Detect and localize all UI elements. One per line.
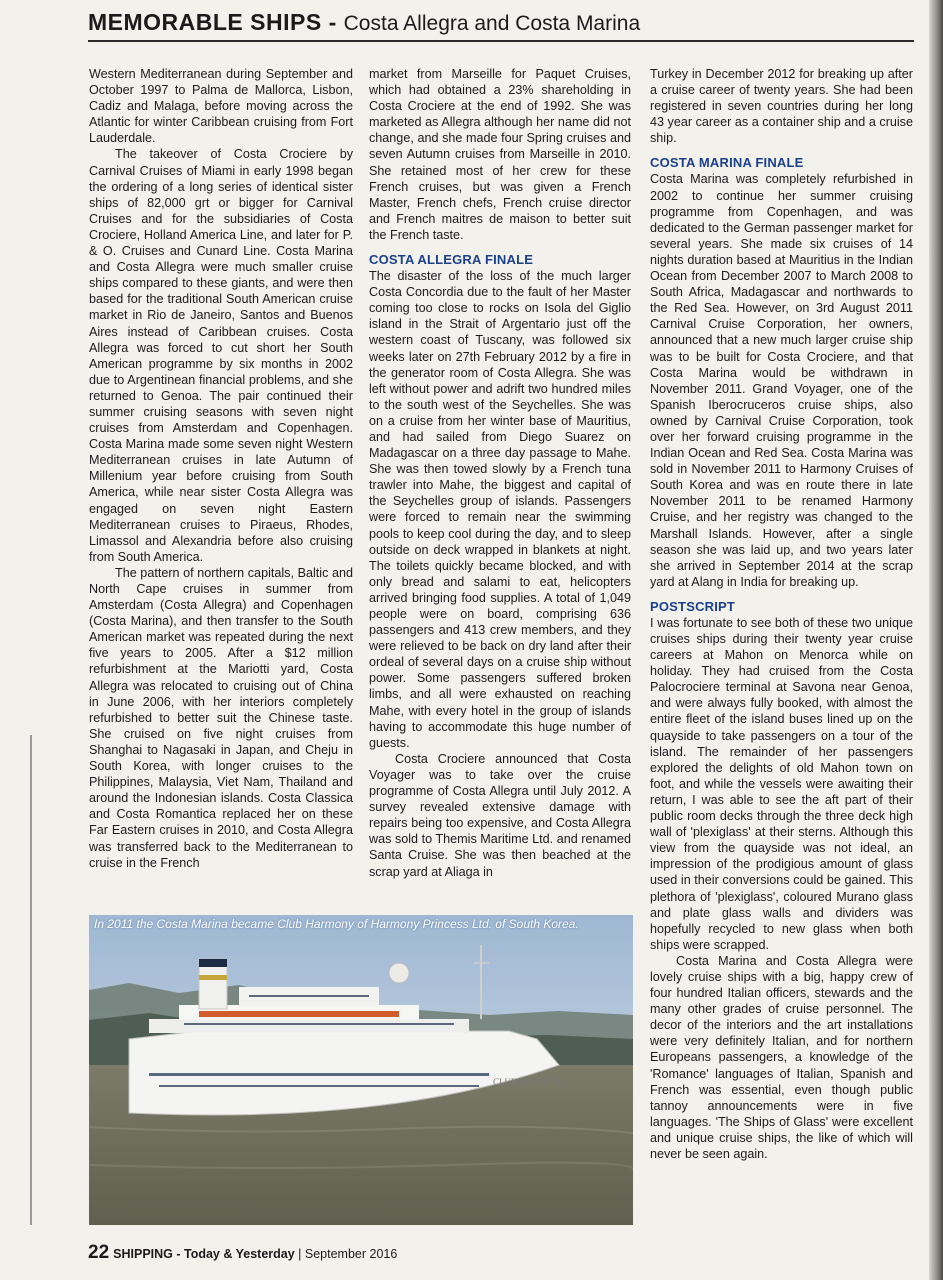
section-heading-postscript: POSTSCRIPT [650,598,736,614]
footer-separator: | [294,1247,305,1261]
column-1 [89,66,353,871]
paragraph: Costa Marina was completely refurbished in 2002 to continue her summer cruising programme from Copenhagen, and was dedicated to the German passenger market for several years. She made six cruises of 14 nights duration based at Mauritius in the Indian Ocean from December 2007 to March 2008 to South Africa, Madagascar and northwards to the Red Sea. However, on 3rd August 2011 Carnival Cruise Corporation, her owners, announced that a new much larger cruise ship was to be built for Costa Crociere, and that Costa Marina would be withdrawn in November 2011. Grand Voyager, one of the Spanish Iberocruceros cruise ships, also owned by Carnival Cruise Corporation, took over her forward cruising programme in the Indian Ocean and Red Sea. Costa Marina was sold in November 2011 to Harmony Cruises of South Korea and was en route there in late November 2011 to be renamed Harmony Cruise, and her registry was changed to the Marshall Islands. However, after a single season she was laid up, and two years later she arrived in September 2014 at the scrap yard at Alang in India for breaking up. [650,172,913,589]
page-number: 22 [88,1242,110,1263]
publication-name: SHIPPING - Today & Yesterday [113,1247,295,1261]
title-main: MEMORABLE SHIPS [88,9,322,35]
article-header [88,6,918,42]
page-title [88,6,918,40]
header-rule [88,40,914,42]
column-2 [369,66,631,880]
paragraph: The disaster of the loss of the much larger Costa Concordia due to the fault of her Master coming too close to rocks on Isola del Giglio island in the Strait of Argentario just off the western coast of Tuscany, was followed six weeks later on 27th February 2012 by a fire in the generator room of Costa Allegra. She was left without power and adrift two hundred miles to the south west of the Seychelles. She was on a cruise from her winter base of Mauritius, and had sailed from Diego Suarez on Madagascar on a three day passage to Mahe. She was then towed slowly by a French tuna trawler into Mahe, the biggest and capital of the Seychelles group of islands. Passengers were forced to remain near the swimming pools to keep cool during the day, and to sleep outside on deck wrapped in blankets at night. The toilets quickly became blocked, and with only bread and salami to eat, helicopters arrived bringing food supplies. A total of 1,049 people were on board, comprising 636 passengers and 413 crew members, and they were relieved to be back on dry land after their ordeal of several days on a cruise ship without power. Some passengers suffered broken limbs, and all were exhausted on reaching Mahe, with every hotel in the group of islands having to accommodate this huge number of guests. [369,269,631,750]
section-heading-marina-finale: COSTA MARINA FINALE [650,155,804,171]
title-separator: - [321,9,344,35]
binding-line [30,735,32,1225]
ship-illustration [89,915,633,1225]
paragraph: I was fortunate to see both of these two unique cruises ships during their twenty year cruise careers at Mahon on Menorca while on holiday. They had cruised from the Costa Palocrociere terminal at Savona near Genoa, and were always fully booked, with almost the entire fleet of the island buses lined up on the quayside to take passengers on a tour of the island. The remainder of her passengers explored the delights of old Mahon town on foot, and while the vessels were awaiting their return, I was able to see the aft part of their public room decks through the three deck high wall of 'plexiglass' at their sterns. Although this view from the quayside was not ideal, an impression of the prodigious amount of glass used in their conversions could be gained. This plethora of 'plexiglass', coloured Murano glass and plate glass walls and dividers was hopefully recycled to new glass when both ships were scrapped. [650,615,913,952]
section-heading-allegra-finale: COSTA ALLEGRA FINALE [369,252,534,268]
issue-date: September 2016 [304,1247,398,1261]
ship-photo [89,915,633,1225]
photo-caption: In 2011 the Costa Marina became Club Harmony of Harmony Princess Ltd. of South Korea. [94,917,579,931]
paragraph: Costa Crociere announced that Costa Voyager was to take over the cruise programme of Costa Allegra until July 2012. A survey revealed extensive damage with repairs being too expensive, and Costa Allegra was sold to Themis Maritime Ltd. and renamed Santa Cruise. She was then beached at the scrap yard at Aliaga in [369,751,631,879]
hull-name-text: CLUB HARMONY [493,1077,566,1087]
page-footer [88,1244,397,1264]
paragraph: The pattern of northern capitals, Baltic and North Cape cruises in summer from Amsterdam (Costa Allegra) and Copenhagen (Costa Marina), and then transfer to the South American market was repeated during the next five years to 2005. After a $12 million refurbishment at the Mariotti yard, Costa Allegra was relocated to cruising out of China in June 2006, with her interiors completely refurbished to better suit the Chinese taste. She cruised on five night cruises from Shanghai to Nagasaki in Japan, and Cheju in South Korea, with longer cruises to the Philippines, Malaysia, Viet Nam, Thailand and around the Indonesian islands. Costa Classica and Costa Romantica replaced her on these Far Eastern cruises in 2010, and Costa Allegra was transferred back to the Mediterranean to cruise in the French [89,565,353,870]
paragraph: market from Marseille for Paquet Cruises, which had obtained a 23% shareholding in Costa Crociere at the end of 1992. She was marketed as Allegra although her name did not change, and she made four Spring cruises and seven Autumn cruises from Marseille in 2010. She retained most of her crew for these French cruises, but was given a French Master, French chefs, French cruise director and French maitres de maison to better suit the French taste. [369,67,631,242]
page-edge-shadow [929,0,943,1280]
column-3 [650,66,913,1162]
title-subtitle: Costa Allegra and Costa Marina [343,12,641,35]
paragraph: Western Mediterranean during September and October 1997 to Palma de Mallorca, Lisbon, Cadiz and Malaga, before moving across the Atlantic for winter Caribbean cruising from Fort Lauderdale. [89,67,353,146]
paragraph: The takeover of Costa Crociere by Carnival Cruises of Miami in early 1998 began the ordering of a long series of identical sister ships of 82,000 grt or bigger for Carnival Cruises and for the subsidiaries of Costa Crociere, Holland America Line, and later for P. & O. Cruises and Cunard Line. Costa Marina and Costa Allegra were much smaller cruise ships compared to these giants, and were then based for the traditional South American cruise market in Rio de Janeiro, Santos and Buenos Aires instead of Caribbean cruises. Costa Allegra was forced to cut short her South American programme by six months in 2002 due to Argentinean financial problems, and she returned to Genoa. The pair continued their summer cruising seasons with seven night cruises from Amsterdam and Copenhagen. Costa Marina made some seven night Western Mediterranean cruises in late Autumn of Millenium year before cruising from South America, while near sister Costa Allegra was engaged on seven night Eastern Mediterranean cruises to Piraeus, Rhodes, Limassol and Alexandria before also cruising from South America. [89,147,353,564]
paragraph: Turkey in December 2012 for breaking up after a cruise career of twenty years. She had been registered in seven countries during her long 43 year career as a container ship and a cruise ship. [650,67,913,146]
paragraph: Costa Marina and Costa Allegra were lovely cruise ships with a big, happy crew of four hundred Italian officers, stewards and the many other grades of cruise personnel. The decor of the interiors and the art installations were very definitely Italian, and for northern Europeans passengers, a knowledge of the 'Romance' languages of Italian, Spanish and French was essential, even though public tannoy announcements were in five languages. 'The Ships of Glass' were excellent and unique cruise ships, the like of which will never be seen again. [650,953,913,1161]
